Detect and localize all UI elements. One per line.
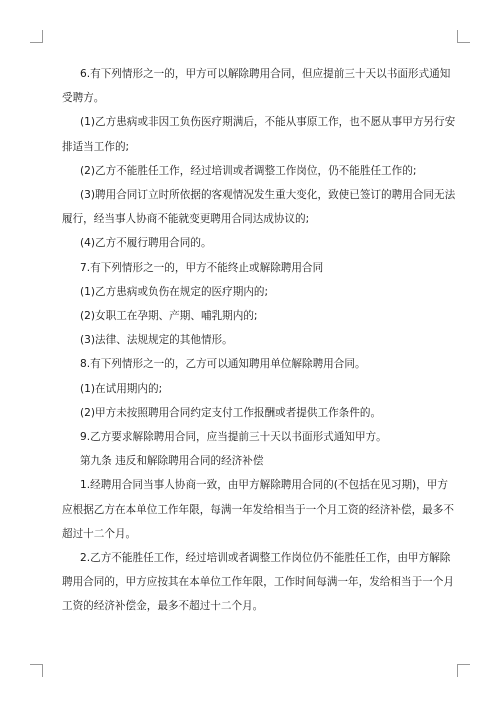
paragraph-line: 超过十二个月。 <box>62 527 137 540</box>
crop-mark-bottom-right <box>457 664 470 677</box>
paragraph-line: 9.乙方要求解除聘用合同，应当提前三十天以书面形式通知甲方。 <box>80 431 387 444</box>
paragraph-line: 工资的经济补偿金，最多不超过十二个月。 <box>62 600 264 613</box>
paragraph-line: (2)女职工在孕期、产期、哺乳期内的; <box>80 310 258 323</box>
paragraph-line: 8.有下列情形之一的，乙方可以通知聘用单位解除聘用合同。 <box>80 358 366 371</box>
crop-mark-bottom-left <box>30 664 43 677</box>
paragraph-line: (3)法律、法规规定的其他情形。 <box>80 334 233 347</box>
paragraph-line: 第九条 违反和解除聘用合同的经济补偿 <box>80 455 264 468</box>
paragraph-line: 履行，经当事人协商不能就变更聘用合同达成协议的; <box>62 213 310 226</box>
paragraph-line: 1.经聘用合同当事人协商一致，由甲方解除聘用合同的(不包括在见习期)，甲方 <box>80 479 448 492</box>
paragraph-line: 2.乙方不能胜任工作，经过培训或者调整工作岗位仍不能胜任工作，由甲方解除 <box>80 552 451 565</box>
paragraph-line: 应根据乙方在本单位工作年限，每满一年发给相当于一个月工资的经济补偿，最多不 <box>62 503 454 516</box>
paragraph-line: (1)乙方患病或非因工负伤医疗期满后，不能从事原工作，也不愿从事甲方另行安 <box>80 116 456 129</box>
paragraph-line: 6.有下列情形之一的，甲方可以解除聘用合同，但应提前三十天以书面形式通知 <box>80 68 451 80</box>
crop-mark-top-left <box>30 30 43 43</box>
paragraph-line: (1)在试用期内的; <box>80 382 163 395</box>
paragraph-line: (1)乙方患病或负伤在规定的医疗期内的; <box>80 285 269 298</box>
paragraph-line: 7.有下列情形之一的，甲方不能终止或解除聘用合同 <box>80 261 324 274</box>
paragraph-line: (2)甲方未按照聘用合同约定支付工作报酬或者提供工作条件的。 <box>80 406 382 419</box>
paragraph-line: 聘用合同的，甲方应按其在本单位工作年限，工作时间每满一年，发给相当于一个月 <box>62 576 454 589</box>
paragraph-line: (3)聘用合同订立时所依据的客观情况发生重大变化，致使已签订的聘用合同无法 <box>80 189 456 202</box>
crop-mark-top-right <box>457 30 470 43</box>
paragraph-line: 受聘方。 <box>62 92 105 105</box>
paragraph-line: (2)乙方不能胜任工作，经过培训或者调整工作岗位，仍不能胜任工作的; <box>80 164 417 177</box>
paragraph-line: 排适当工作的; <box>62 140 130 153</box>
document-body <box>62 62 456 619</box>
paragraph-line: (4)乙方不履行聘用合同的。 <box>80 237 212 250</box>
